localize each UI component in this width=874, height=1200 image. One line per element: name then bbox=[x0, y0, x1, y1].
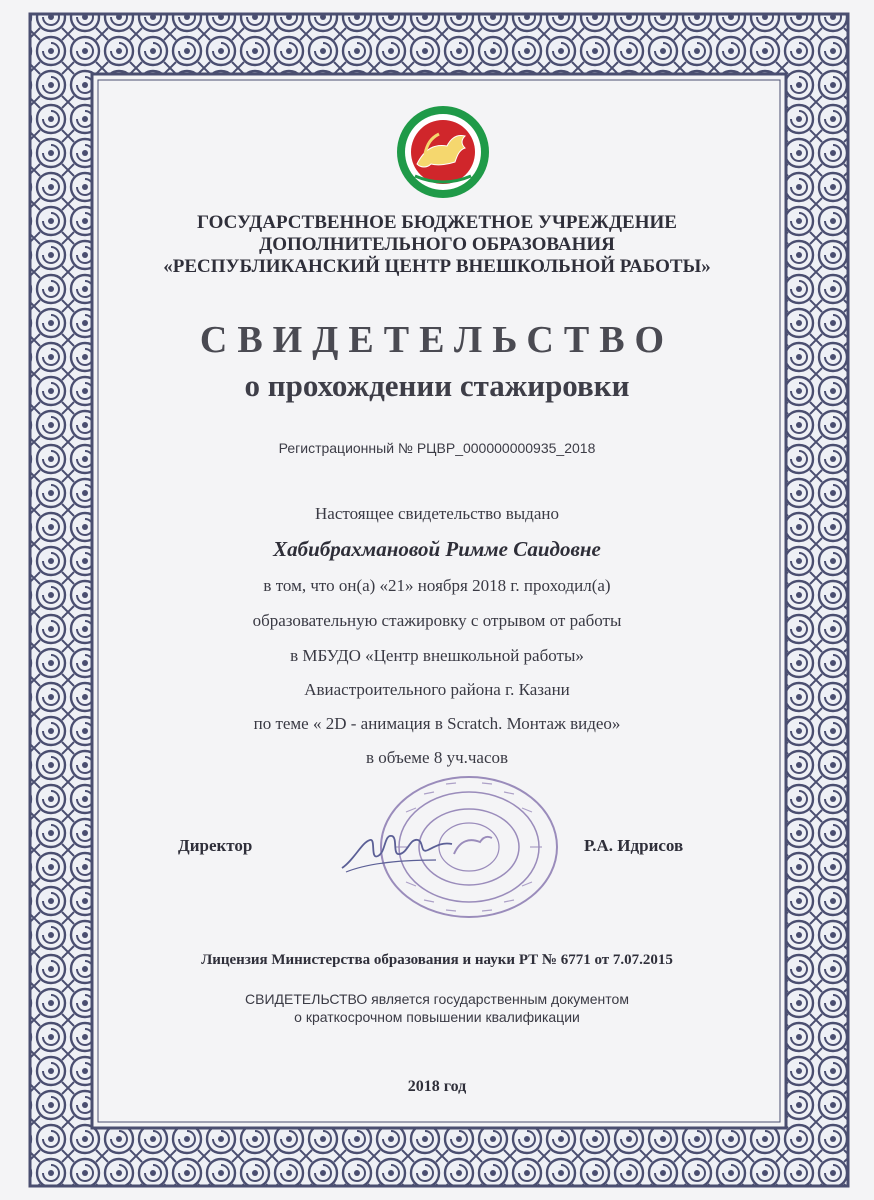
license-text: Лицензия Министерства образования и науки РТ № 6771 от 7.07.2015 bbox=[201, 952, 673, 968]
signature-icon bbox=[336, 820, 456, 880]
director-label: Директор bbox=[178, 836, 253, 855]
recipient-name: Хабибрахмановой Римме Саидовне bbox=[273, 537, 601, 561]
body-line-6: в объеме 8 уч.часов bbox=[365, 748, 509, 767]
organization-name bbox=[0, 212, 874, 278]
note-line-1: СВИДЕТЕЛЬСТВО является государственным документом bbox=[245, 991, 629, 1007]
issue-year: 2018 год bbox=[407, 1078, 467, 1095]
document-title: СВИДЕТЕЛЬСТВО bbox=[199, 319, 675, 361]
note-line-2: о краткосрочном повышении квалификации bbox=[294, 1009, 580, 1025]
tatarstan-emblem-icon bbox=[395, 104, 491, 200]
document-subtitle: о прохождении стажировки bbox=[244, 368, 630, 403]
organization-line-3: «РЕСПУБЛИКАНСКИЙ ЦЕНТР ВНЕШКОЛЬНОЙ РАБОТЫ» bbox=[163, 256, 711, 277]
organization-line-1: ГОСУДАРСТВЕННОЕ БЮДЖЕТНОЕ УЧРЕЖДЕНИЕ bbox=[197, 212, 677, 233]
body-line-5: по теме « 2D - анимация в Scratch. Монтаж видео» bbox=[253, 714, 621, 733]
document-note bbox=[0, 990, 874, 1026]
body-line-1: в том, что он(а) «21» ноября 2018 г. проходил(а) bbox=[263, 576, 611, 595]
organization-line-2: ДОПОЛНИТЕЛЬНОГО ОБРАЗОВАНИЯ bbox=[259, 234, 615, 255]
body-line-4: Авиастроительного района г. Казани bbox=[304, 680, 570, 699]
body-line-2: образовательную стажировку с отрывом от работы bbox=[252, 611, 622, 630]
issued-text: Настоящее свидетельство выдано bbox=[315, 504, 559, 523]
registration-number: Регистрационный № РЦВР_000000000935_2018 bbox=[278, 440, 596, 456]
director-name: Р.А. Идрисов bbox=[584, 836, 684, 855]
body-line-3: в МБУДО «Центр внешкольной работы» bbox=[290, 646, 584, 665]
